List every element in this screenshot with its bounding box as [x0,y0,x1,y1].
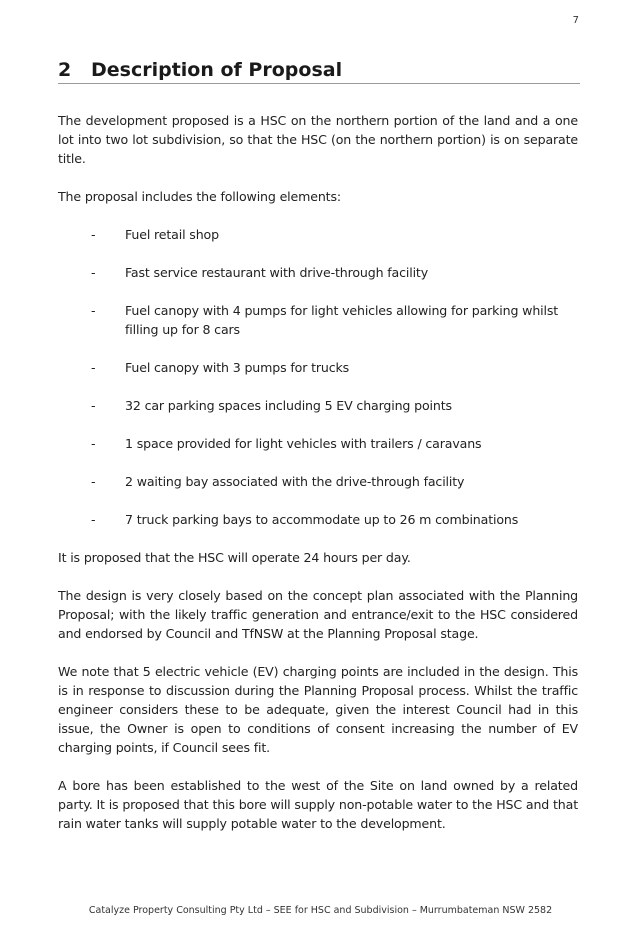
list-item [58,434,578,453]
page-footer: Catalyze Property Consulting Pty Ltd – SEE for HSC and Subdivision – Murrumbateman NSW 2582 [88,905,553,916]
elements-intro-paragraph: The proposal includes the following elements: [58,189,341,204]
list-item [58,225,578,244]
section-number: 2 [58,59,72,81]
list-item-text: 7 truck parking bays to accommodate up to 26 m combinations [125,512,519,527]
list-item [58,396,578,415]
bullet-dash: - [91,227,96,242]
list-item [58,510,578,529]
list-item [58,358,578,377]
list-item-text: Fuel canopy with 3 pumps for trucks [125,360,350,375]
section-heading [58,57,580,84]
list-item [58,263,578,282]
bullet-dash: - [91,265,96,280]
list-item [58,301,578,339]
section-title: Description of Proposal [91,59,343,81]
hours-paragraph: It is proposed that the HSC will operate 24 hours per day. [58,550,411,565]
list-item-text: 32 car parking spaces including 5 EV charging points [125,398,452,413]
design-paragraph: The design is very closely based on the concept plan associated with the Planning Proposal; with the likely traffic generation and entrance/exit to the HSC considered and endorsed by Council and TfNSW at the Planning Proposal stage. [58,588,578,641]
intro-paragraph: The development proposed is a HSC on the northern portion of the land and a one lot into two lot subdivision, so that the HSC (on the northern portion) is on separate title. [58,113,578,166]
bullet-dash: - [91,512,96,527]
list-item-text: 1 space provided for light vehicles with trailers / caravans [125,436,482,451]
bullet-dash: - [91,398,96,413]
bore-paragraph: A bore has been established to the west of the Site on land owned by a related party. It is proposed that this bore will supply non-potable water to the HSC and that rain water tanks will supply potable water to the development. [58,778,578,831]
list-item-text: 2 waiting bay associated with the drive-through facility [125,474,465,489]
list-item [58,472,578,491]
bullet-dash: - [91,436,96,451]
bullet-dash: - [91,474,96,489]
page-number: 7 [572,15,579,26]
list-item-text: Fast service restaurant with drive-through facility [125,265,429,280]
bullet-dash: - [91,360,96,375]
list-item-text: Fuel retail shop [125,227,219,242]
body-content [58,111,578,852]
bullet-dash: - [91,303,96,318]
proposal-elements-list [58,225,578,529]
list-item-text: Fuel canopy with 4 pumps for light vehicles allowing for parking whilst filling up for 8 cars [125,303,559,337]
ev-paragraph: We note that 5 electric vehicle (EV) charging points are included in the design. This is in response to discussion during the Planning Proposal process. Whilst the traffic engineer considers these to be adequate, given the interest Council had in this issue, the Owner is open to conditions of consent increasing the number of EV charging points, if Council sees fit. [58,664,578,755]
